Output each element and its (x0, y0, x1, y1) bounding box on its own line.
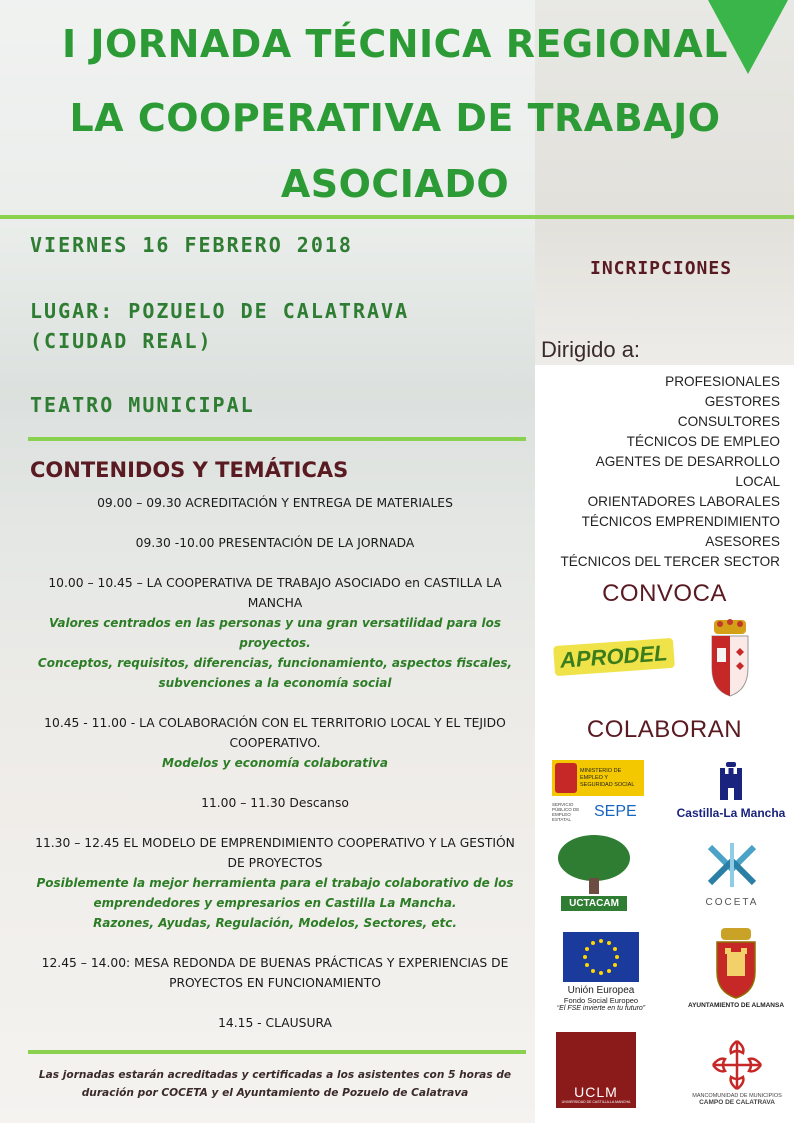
audience-item: PROFESIONALES (665, 374, 780, 389)
uclm-text: UCLM (574, 1084, 618, 1100)
program-item (28, 573, 522, 693)
audience-item: ASESORES (705, 534, 780, 549)
program-list (28, 493, 522, 1053)
divider-bottom (28, 1050, 526, 1054)
inscriptions-heading[interactable]: INCRIPCIONES (590, 258, 733, 279)
pozuelo-coat-of-arms (706, 618, 754, 698)
uctacam-logo (552, 832, 636, 912)
almansa-logo (686, 922, 786, 1014)
ministerio-banner (552, 760, 644, 796)
tree-icon (555, 834, 633, 896)
audience-item: TÉCNICOS EMPRENDIMIENTO (581, 514, 780, 529)
event-place-line2: (CIUDAD REAL) (30, 329, 213, 353)
sepe-text: SEPE (594, 803, 637, 820)
almansa-shield-icon (713, 928, 759, 1000)
audience-item: LOCAL (735, 474, 780, 489)
title-line-1: I JORNADA TÉCNICA REGIONAL (62, 22, 728, 66)
title-line-3: ASOCIADO (280, 162, 510, 206)
audience-item: TÉCNICOS DEL TERCER SECTOR (560, 554, 780, 569)
audience-item: GESTORES (704, 394, 780, 409)
union-europea-logo (542, 926, 660, 1018)
ue-motto: “El FSE invierte en tu futuro” (556, 1005, 646, 1012)
mancomunidad-text: MANCOMUNIDAD DE MUNICIPIOS (692, 1092, 782, 1099)
ue-name: Unión Europea (567, 985, 635, 996)
ministerio-text: MINISTERIO DE EMPLEO Y SEGURIDAD SOCIAL (580, 767, 635, 788)
program-item-title: 09.30 -10.00 PRESENTACIÓN DE LA JORNADA (135, 536, 415, 550)
divider-program (28, 437, 526, 441)
almansa-text: AYUNTAMIENTO DE ALMANSA (687, 1001, 785, 1009)
program-item (28, 833, 522, 933)
coceta-text: COCETA (705, 896, 759, 908)
castilla-text: Castilla-La Mancha (676, 806, 786, 820)
coceta-knot-icon (704, 839, 760, 891)
program-item-title: 09.00 – 09.30 ACREDITACIÓN Y ENTREGA DE MATERIALES (97, 496, 453, 510)
campo-text: CAMPO DE CALATRAVA (699, 1098, 775, 1106)
audience-list (560, 372, 780, 572)
footer-note: Las jornadas estarán acreditadas y certificadas a los asistentes con 5 horas de duración por COCETA y el Ayuntamiento de Pozuelo de Calatrava (38, 1069, 512, 1099)
aimed-at-label: Dirigido a: (541, 337, 641, 362)
program-item-title: 12.45 – 14.00: MESA REDONDA DE BUENAS PRÁCTICAS Y EXPERIENCIAS DE PROYECTOS EN FUNCIONAMIENTO (41, 956, 509, 990)
program-item-title: 14.15 - CLAUSURA (218, 1016, 332, 1030)
coceta-logo (696, 836, 768, 910)
uctacam-text: UCTACAM (561, 896, 627, 911)
program-item-description: Modelos y economía colaborativa (162, 756, 388, 770)
audience-item: TÉCNICOS DE EMPLEO (626, 434, 780, 449)
uclm-sub-text: UNIVERSIDAD DE CASTILLA-LA MANCHA (561, 1100, 631, 1104)
aprodel-logo (558, 628, 670, 686)
divider-top (0, 215, 794, 219)
sepe-small-text: SERVICIO PÚBLICO DE EMPLEO ESTATAL (552, 802, 580, 822)
program-item-title: 11.00 – 11.30 Descanso (201, 796, 349, 810)
program-item-description: Razones, Ayudas, Regulación, Modelos, Sectores, etc. (93, 916, 457, 930)
castilla-la-mancha-logo (676, 758, 786, 824)
program-heading: CONTENIDOS Y TEMÁTICAS (30, 458, 349, 482)
mancomunidad-logo (686, 1030, 788, 1112)
title-line-2: LA COOPERATIVA DE TRABAJO (69, 96, 721, 140)
castle-icon (716, 762, 746, 802)
ue-fund: Fondo Social Europeo (563, 996, 639, 1005)
convoca-heading: CONVOCA (602, 580, 727, 607)
program-item-description: Conceptos, requisitos, diferencias, funcionamiento, aspectos fiscales, subvenciones a la economía social (37, 656, 513, 690)
event-place-line1: LUGAR: POZUELO DE CALATRAVA (30, 299, 410, 323)
calatrava-cross-icon (707, 1037, 767, 1093)
eu-flag-icon (563, 932, 639, 982)
program-item-description: Valores centrados en las personas y una gran versatilidad para los proyectos. (49, 616, 501, 650)
program-item (28, 713, 522, 773)
program-item (28, 493, 522, 513)
program-item (28, 953, 522, 993)
ministerio-sepe-logo (552, 758, 646, 824)
program-item (28, 793, 522, 813)
program-item-description: Posiblemente la mejor herramienta para el trabajo colaborativo de los emprendedores y empresarios en Castilla La Mancha. (36, 876, 514, 910)
colaboran-heading: COLABORAN (586, 716, 743, 743)
audience-item: AGENTES DE DESARROLLO (595, 454, 780, 469)
program-item (28, 1013, 522, 1033)
program-item (28, 533, 522, 553)
event-venue: TEATRO MUNICIPAL (30, 393, 255, 417)
audience-item: CONSULTORES (677, 414, 780, 429)
aprodel-text: APRODEL (553, 638, 674, 676)
spain-shield-icon (555, 763, 577, 793)
uclm-logo (556, 1032, 636, 1108)
program-item-title: 10.00 – 10.45 – LA COOPERATIVA DE TRABAJO ASOCIADO en CASTILLA LA MANCHA (48, 576, 502, 610)
coat-of-arms-icon (706, 618, 754, 698)
program-item-title: 11.30 – 12.45 EL MODELO DE EMPRENDIMIENTO COOPERATIVO Y LA GESTIÓN DE PROYECTOS (35, 836, 515, 870)
audience-item: ORIENTADORES LABORALES (587, 494, 780, 509)
event-date: VIERNES 16 FEBRERO 2018 (30, 233, 353, 257)
program-item-title: 10.45 - 11.00 - LA COLABORACIÓN CON EL TERRITORIO LOCAL Y EL TEJIDO COOPERATIVO. (44, 716, 506, 750)
